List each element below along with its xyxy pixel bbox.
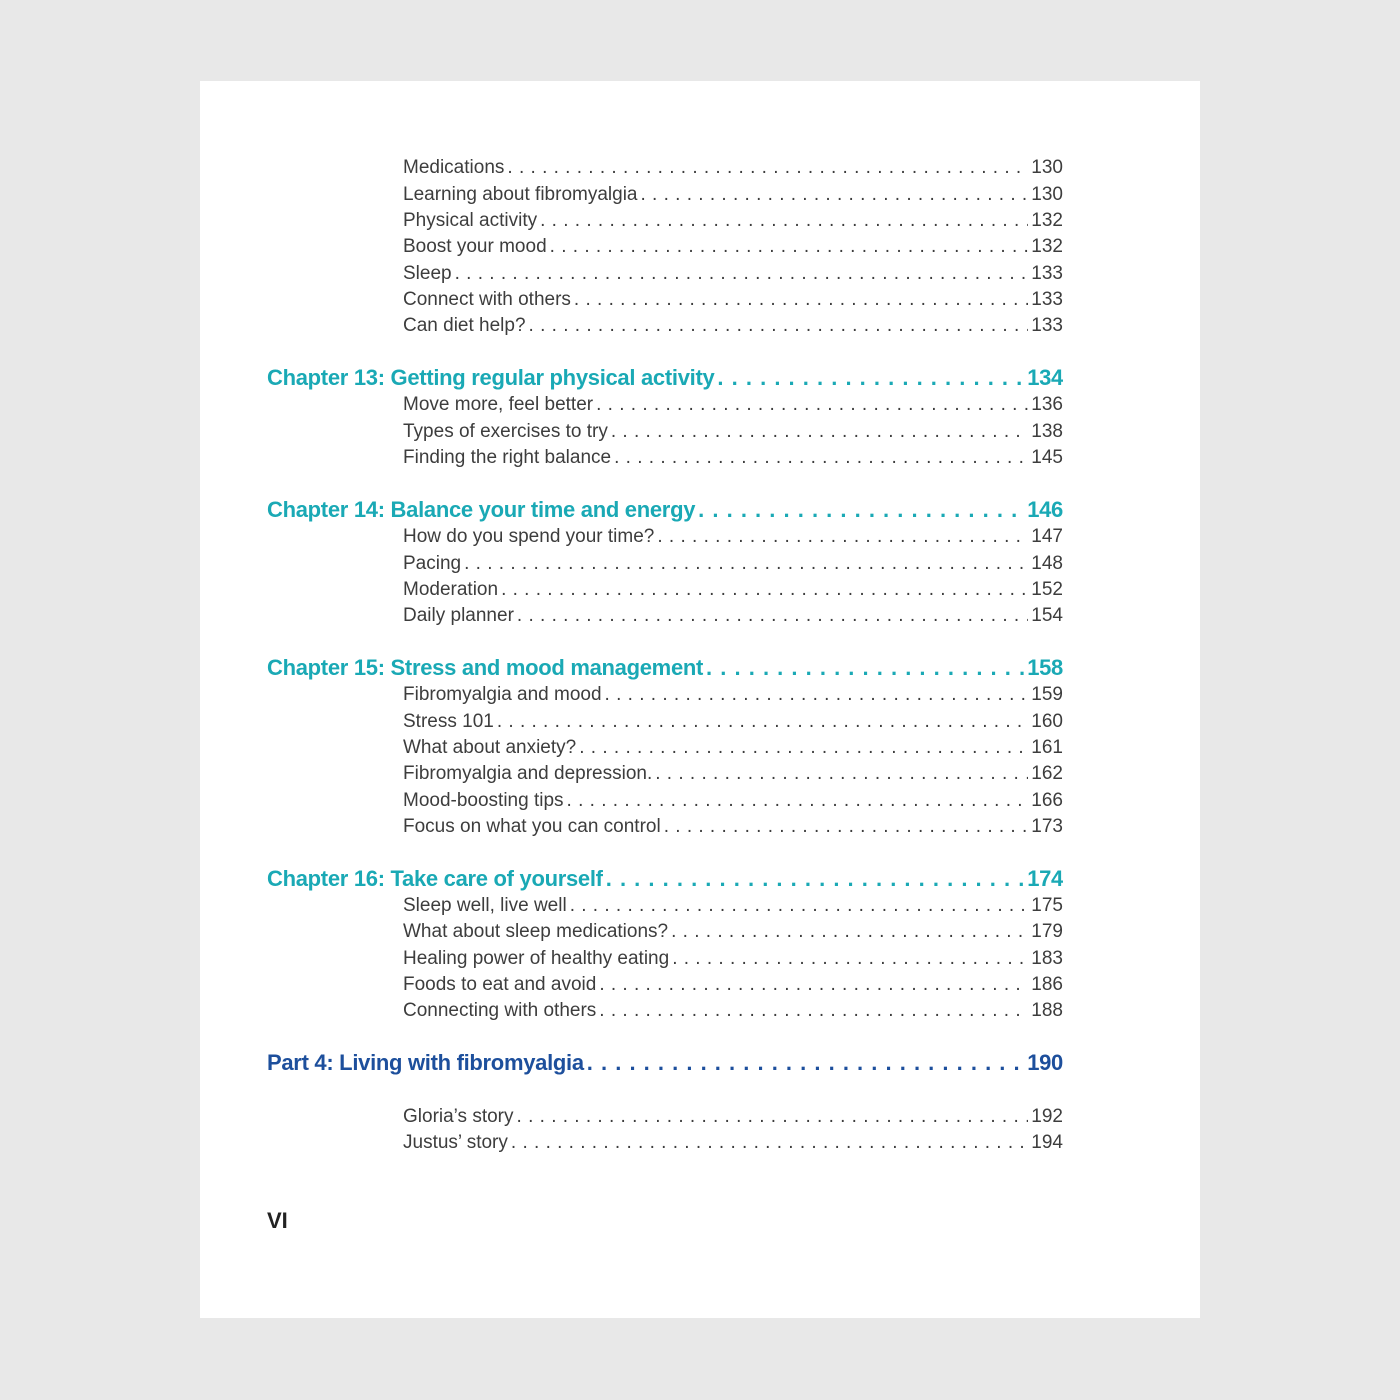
toc-entry-label: Medications [403, 157, 505, 178]
toc-entry-label: Fibromyalgia and mood [403, 684, 602, 705]
toc-entry [403, 156, 1063, 180]
toc-entry-page: 132 [1031, 210, 1063, 231]
toc-entry-label: What about sleep medications? [403, 921, 669, 942]
chapter-page: 158 [1027, 655, 1063, 680]
toc-entry [403, 894, 1063, 918]
dot-leader [641, 183, 1029, 207]
toc-entry-page: 138 [1031, 421, 1063, 442]
chapter-page: 174 [1027, 866, 1063, 891]
dot-leader [579, 736, 1028, 760]
dot-leader [655, 762, 1028, 786]
toc-entry [403, 446, 1063, 470]
chapter-page: 134 [1027, 365, 1063, 390]
toc-entry [403, 762, 1063, 786]
toc-entry-label: Stress 101 [403, 711, 494, 732]
part-heading-4 [267, 1049, 1063, 1077]
dot-leader [567, 789, 1029, 813]
dot-leader [664, 815, 1029, 839]
toc-entry-page: 148 [1031, 553, 1063, 574]
toc-entry [403, 999, 1063, 1023]
toc-entry-page: 166 [1031, 790, 1063, 811]
toc-entry [403, 183, 1063, 207]
toc-entry [403, 1131, 1063, 1155]
dot-leader [517, 1105, 1029, 1129]
toc-entry-page: 133 [1031, 263, 1063, 284]
toc-entry-label: What about anxiety? [403, 737, 577, 758]
dot-leader [657, 525, 1028, 549]
dot-leader [574, 288, 1028, 312]
toc-entry-label: Connect with others [403, 289, 571, 310]
toc-entry-page: 147 [1031, 526, 1063, 547]
toc-entry-page: 132 [1031, 236, 1063, 257]
dot-leader [671, 920, 1028, 944]
toc-entry [403, 973, 1063, 997]
toc-entry-label: Boost your mood [403, 236, 547, 257]
chapter-title: Chapter 14: Balance your time and energy [267, 497, 696, 522]
page-folio: VI [267, 1208, 288, 1233]
toc-entry [403, 552, 1063, 576]
book-page [200, 81, 1200, 1318]
toc-entry-label: Fibromyalgia and depression. [403, 763, 653, 784]
toc-entry-label: Pacing [403, 553, 462, 574]
chapter-heading-16 [267, 865, 1063, 893]
toc-entry [403, 920, 1063, 944]
toc-entry [403, 525, 1063, 549]
toc-entry-label: How do you spend your time? [403, 526, 655, 547]
dot-leader [529, 314, 1029, 338]
toc-entry-page: 159 [1031, 684, 1063, 705]
toc-entry-page: 154 [1031, 605, 1063, 626]
toc-entry-page: 173 [1031, 816, 1063, 837]
toc-entry [403, 815, 1063, 839]
toc-entry [403, 288, 1063, 312]
toc-entry-page: 133 [1031, 289, 1063, 310]
toc-entry-label: Gloria’s story [403, 1106, 514, 1127]
toc-entry [403, 393, 1063, 417]
toc-entry-page: 152 [1031, 579, 1063, 600]
chapter-title: Chapter 15: Stress and mood management [267, 655, 704, 680]
dot-leader [706, 654, 1024, 682]
dot-leader [497, 710, 1028, 734]
toc-entry-label: Moderation [403, 579, 499, 600]
toc-entry-label: Mood-boosting tips [403, 790, 564, 811]
toc-entry [403, 947, 1063, 971]
toc-entry [403, 683, 1063, 707]
dot-leader [599, 973, 1028, 997]
dot-leader [605, 683, 1029, 707]
dot-leader [464, 552, 1028, 576]
toc-entry-page: 188 [1031, 1000, 1063, 1021]
toc-entry-label: Sleep [403, 263, 452, 284]
toc-entry-label: Focus on what you can control [403, 816, 661, 837]
dot-leader [596, 393, 1028, 417]
chapter-title: Chapter 16: Take care of yourself [267, 866, 603, 891]
toc-entry-page: 186 [1031, 974, 1063, 995]
dot-leader [614, 446, 1028, 470]
dot-leader [672, 947, 1028, 971]
chapter-heading-15 [267, 654, 1063, 682]
toc-entry-label: Move more, feel better [403, 394, 594, 415]
dot-leader [587, 1049, 1024, 1077]
toc-entry-page: 162 [1031, 763, 1063, 784]
toc-entry-page: 145 [1031, 447, 1063, 468]
toc-entry-page: 130 [1031, 157, 1063, 178]
dot-leader [606, 865, 1024, 893]
toc-entry-label: Daily planner [403, 605, 514, 626]
toc-entry-page: 179 [1031, 921, 1063, 942]
dot-leader [599, 999, 1028, 1023]
toc-entry-page: 136 [1031, 394, 1063, 415]
toc-entry-page: 130 [1031, 184, 1063, 205]
dot-leader [517, 604, 1028, 628]
toc-entry-page: 160 [1031, 711, 1063, 732]
toc-entry-page: 133 [1031, 315, 1063, 336]
chapter-page: 146 [1027, 497, 1063, 522]
dot-leader [511, 1131, 1028, 1155]
dot-leader [611, 420, 1028, 444]
toc-entry [403, 710, 1063, 734]
dot-leader [507, 156, 1028, 180]
dot-leader [550, 235, 1029, 259]
toc-entry-page: 194 [1031, 1132, 1063, 1153]
toc-entry [403, 209, 1063, 233]
toc-entry-label: Physical activity [403, 210, 538, 231]
toc-entry-label: Learning about fibromyalgia [403, 184, 638, 205]
part-title: Part 4: Living with fibromyalgia [267, 1050, 584, 1075]
toc-entry [403, 578, 1063, 602]
toc-entry [403, 235, 1063, 259]
toc-entry-label: Foods to eat and avoid [403, 974, 597, 995]
toc-entry [403, 736, 1063, 760]
toc-entry-label: Justus’ story [403, 1132, 508, 1153]
toc-entry-label: Can diet help? [403, 315, 526, 336]
toc-entry-page: 192 [1031, 1106, 1063, 1127]
toc-entry [403, 262, 1063, 286]
toc-entry [403, 314, 1063, 338]
toc-entry-page: 161 [1031, 737, 1063, 758]
toc-entry [403, 1105, 1063, 1129]
part-page: 190 [1027, 1050, 1063, 1075]
toc-entry-label: Connecting with others [403, 1000, 597, 1021]
toc-entry-page: 175 [1031, 895, 1063, 916]
toc-entry [403, 604, 1063, 628]
dot-leader [501, 578, 1028, 602]
chapter-heading-14 [267, 496, 1063, 524]
dot-leader [540, 209, 1028, 233]
dot-leader [455, 262, 1029, 286]
dot-leader [717, 364, 1024, 392]
toc-entry-page: 183 [1031, 948, 1063, 969]
toc-entry [403, 789, 1063, 813]
dot-leader [570, 894, 1029, 918]
chapter-title: Chapter 13: Getting regular physical activity [267, 365, 715, 390]
dot-leader [698, 496, 1024, 524]
chapter-heading-13 [267, 364, 1063, 392]
toc-entry-label: Finding the right balance [403, 447, 612, 468]
toc-entry-label: Types of exercises to try [403, 421, 608, 442]
toc-entry [403, 420, 1063, 444]
toc-entry-label: Healing power of healthy eating [403, 948, 670, 969]
toc-entry-label: Sleep well, live well [403, 895, 567, 916]
